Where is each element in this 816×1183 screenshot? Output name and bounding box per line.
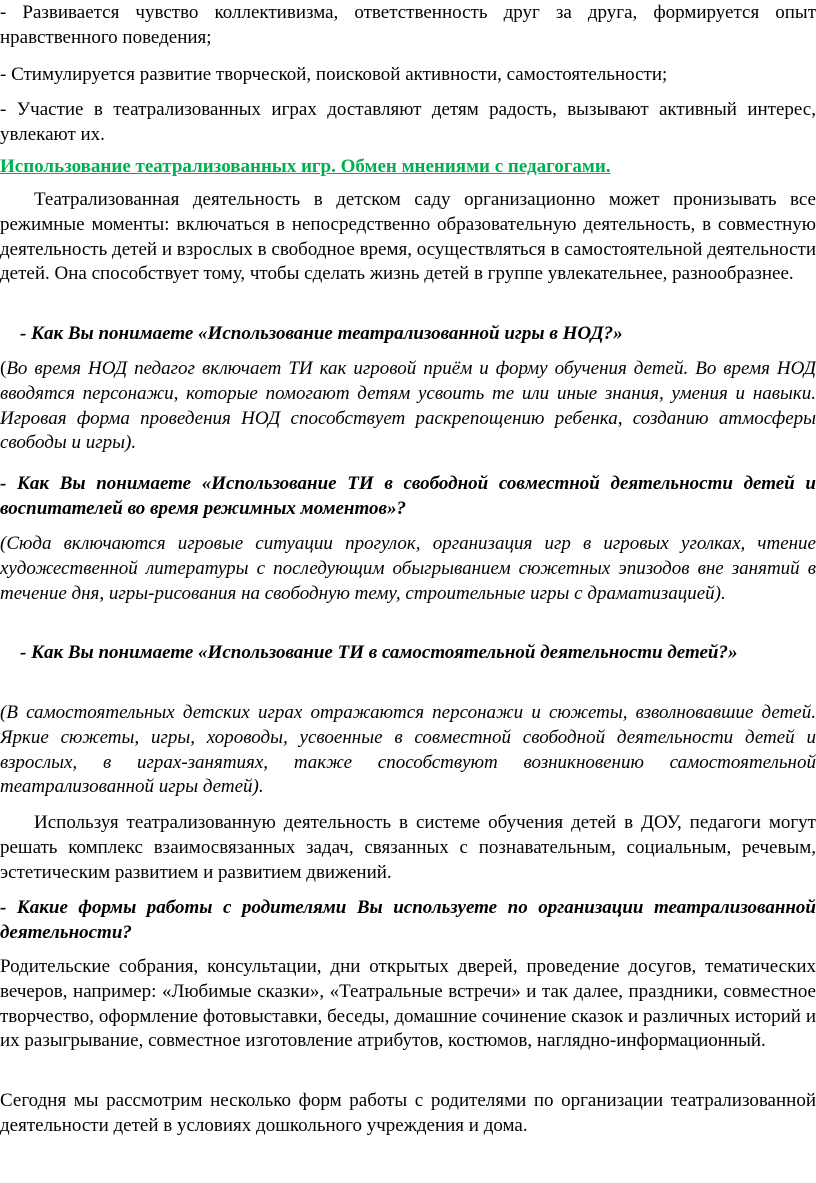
bullet-creativity: - Стимулируется развитие творческой, поисковой активности, самостоятельности; [0,64,668,85]
question-nod: - Как Вы понимаете «Использование театрализованной игры в НОД?» [20,323,623,344]
answer-nod [0,357,816,456]
paragraph-tasks: Используя театрализованную деятельность в системе обучения детей в ДОУ, педагоги могут решать комплекс взаимосвязанных задач, связанных с познавательным, социальным, речевым, эстетическим развитием и развитием движений. [0,812,816,883]
answer-joint-activity: (Сюда включаются игровые ситуации прогулок, организация игр в игровых уголках, чтение художественной литературы с последующим обыгрыванием сюжетных эпизодов вне занятий в течение дня, игры-рисования на свободную тему, строительные игры с драматизацией). [0,533,816,604]
answer-nod-text: Во время НОД педагог включает ТИ как игровой приём и форму обучения детей. Во время НОД вводятся персонажи, которые помогают детям усвоить те или иные знания, умения и навыки. Игровая форма проведения НОД способствует раскрепощению ребенка, созданию атмосферы свободы и игры). [0,358,816,454]
answer-independent: (В самостоятельных детских играх отражаются персонажи и сюжеты, взволновавшие детей. Яркие сюжеты, игры, хороводы, усвоенные в совместной свободной деятельности детей и взрослых, в играх-занятиях, также способствуют возникновению самостоятельной театрализованной игры детей). [0,702,816,798]
intro-paragraph: Театрализованная деятельность в детском саду организационно может пронизывать все режимные моменты: включаться в непосредственно образовательную деятельность, в совместную деятельность детей и взрослых в свободное время, осуществляться в самостоятельной деятельности детей. Она способствует тому, чтобы сделать жизнь детей в группе увлекательнее, разнообразнее. [0,189,816,285]
bullet-joy: - Участие в театрализованных играх доставляют детям радость, вызывают активный интерес, увлекают их. [0,99,816,145]
bullet-collectivism: - Развивается чувство коллективизма, ответственность друг за друга, формируется опыт нравственного поведения; [0,2,816,48]
answer-nod-paren: ( [0,358,7,379]
question-independent: - Как Вы понимаете «Использование ТИ в самостоятельной деятельности детей?» [20,642,738,663]
question-parents: - Какие формы работы с родителями Вы используете по организации театрализованной деятельности? [0,897,816,943]
paragraph-today: Сегодня мы рассмотрим несколько форм работы с родителями по организации театрализованной деятельности детей в условиях дошкольного учреждения и дома. [0,1090,816,1136]
paragraph-forms: Родительские собрания, консультации, дни открытых дверей, проведение досугов, тематических вечеров, например: «Любимые сказки», «Театральные встречи» и так далее, праздники, совместное творчество, оформление фотовыставки, беседы, домашние сочинение сказок и различных историй и их разыгрывание, совместное изготовление атрибутов, костюмов, наглядно-информационный. [0,956,816,1052]
question-joint-activity: - Как Вы понимаете «Использование ТИ в свободной совместной деятельности детей и воспитателей во время режимных моментов»? [0,473,816,519]
section-heading: Использование театрализованных игр. Обмен мнениями с педагогами. [0,156,611,177]
